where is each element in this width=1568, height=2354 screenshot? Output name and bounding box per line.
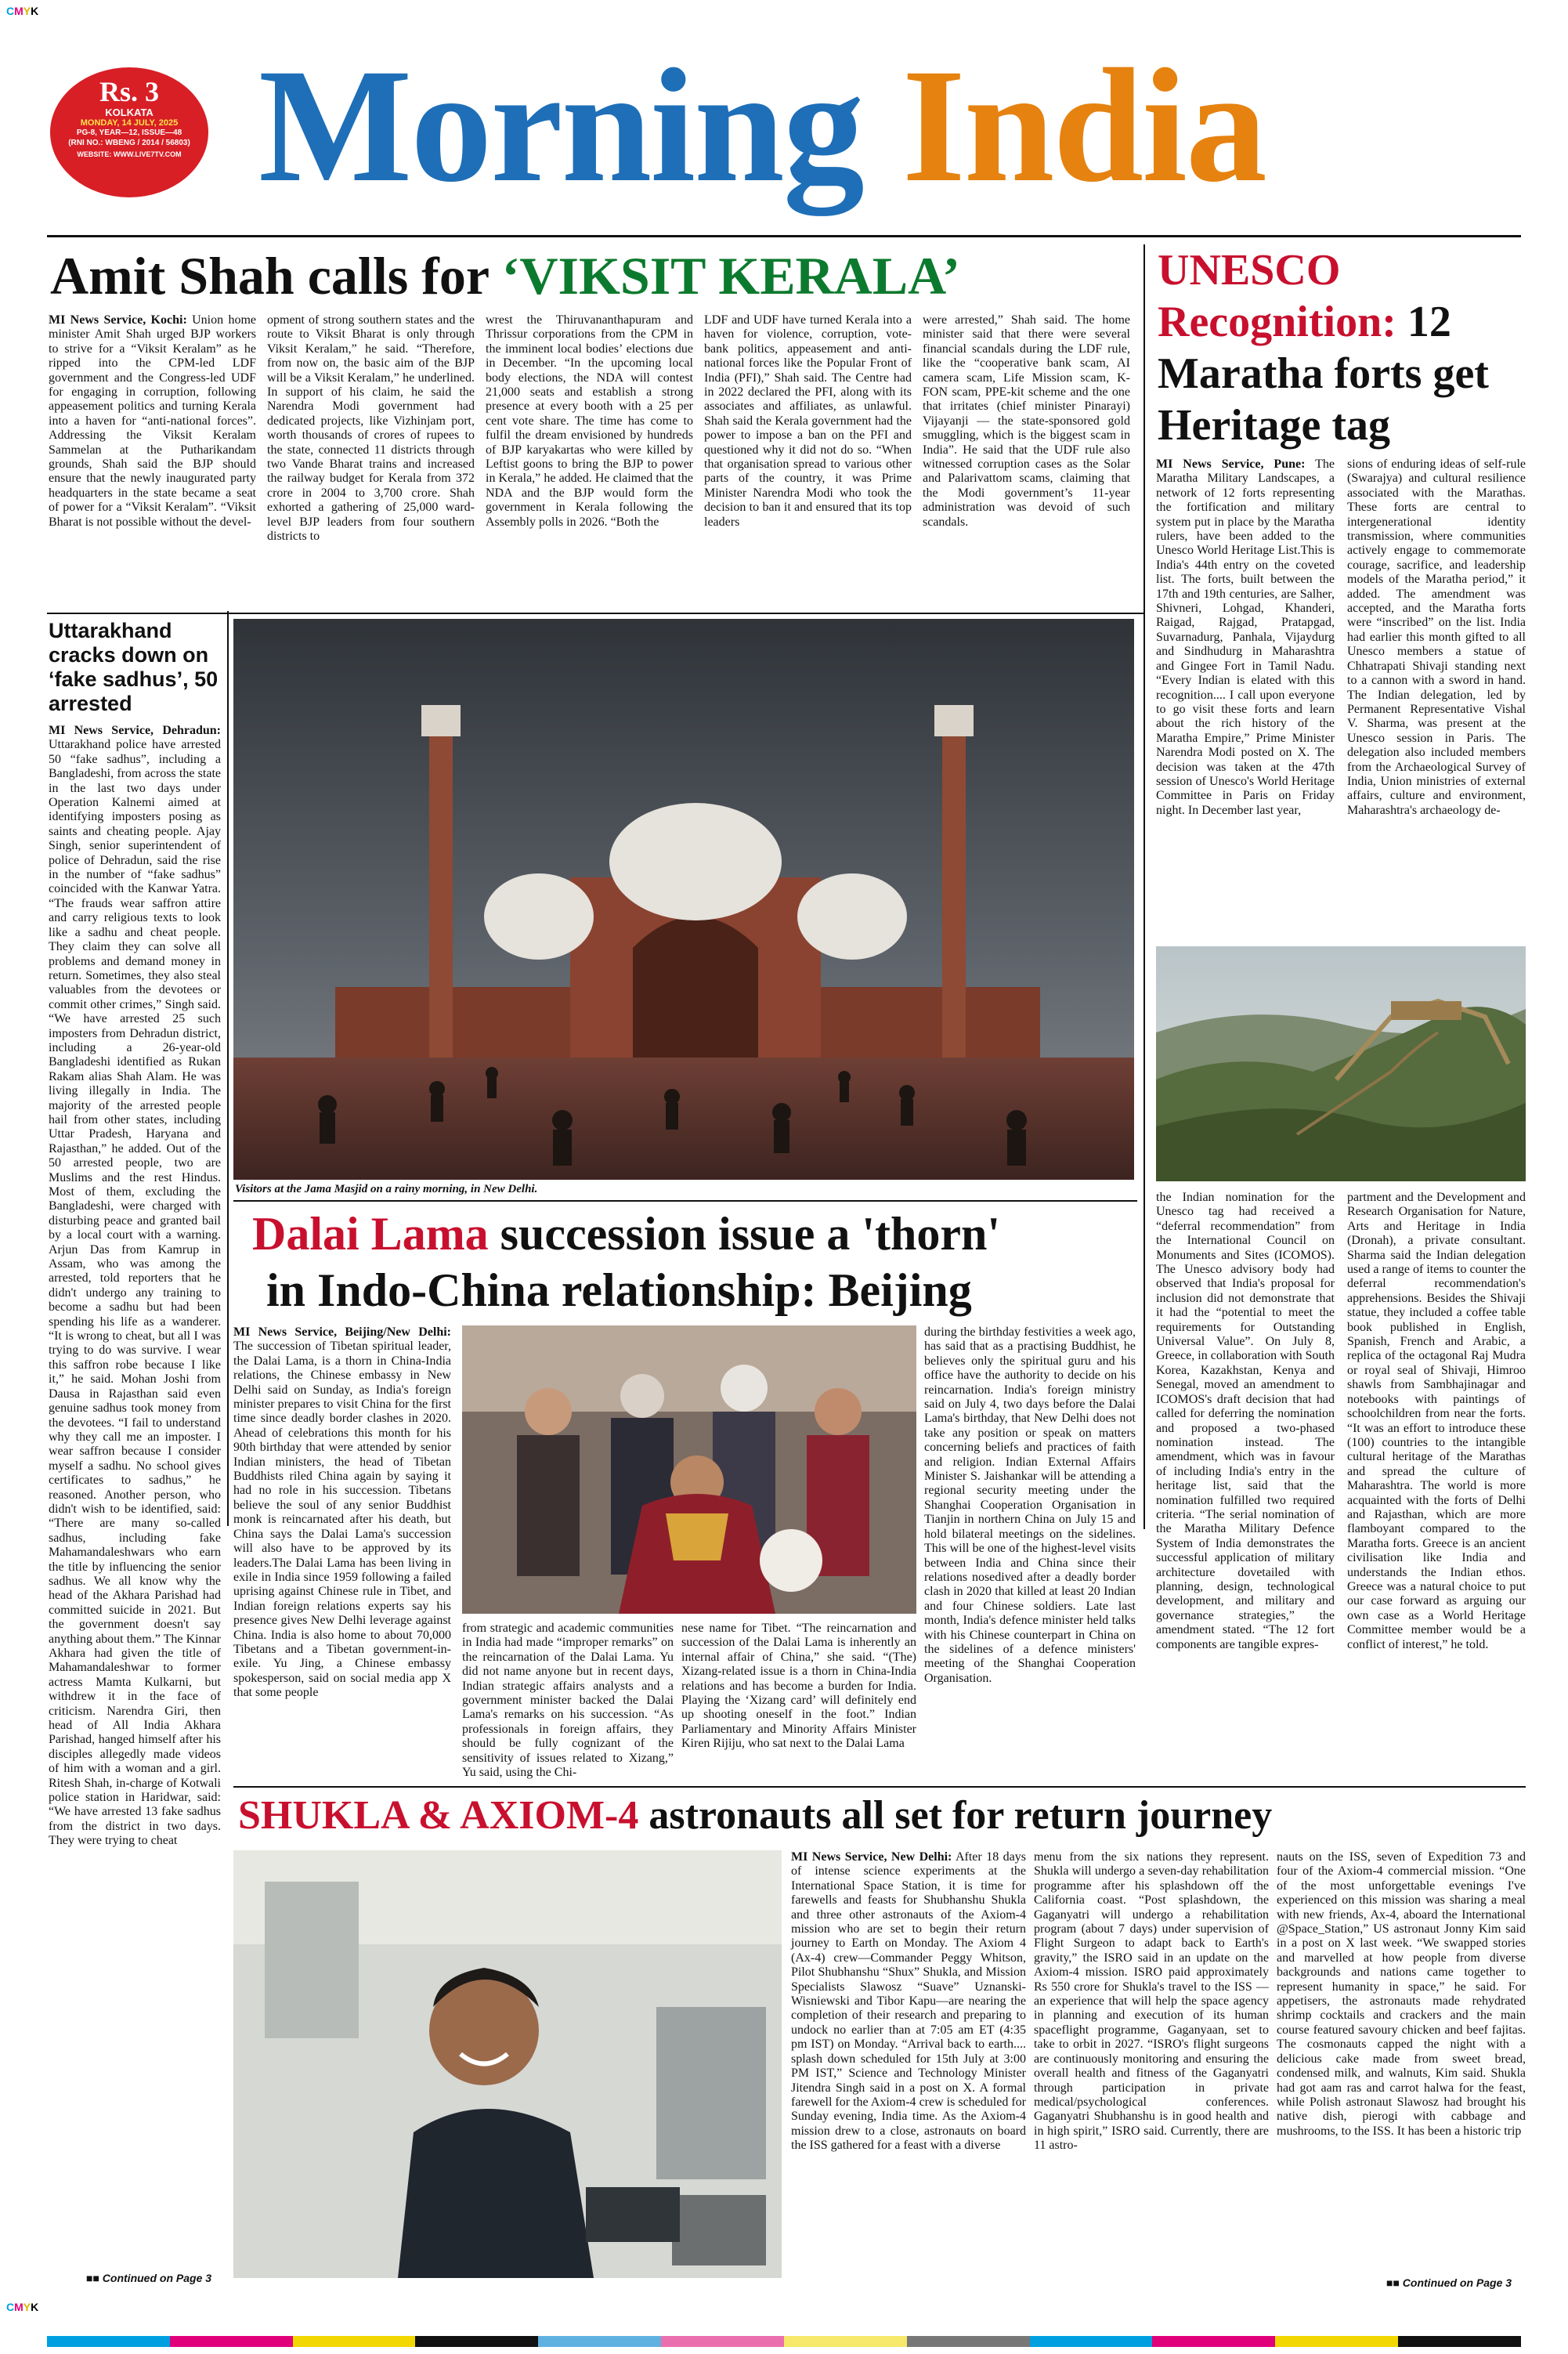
dalai-headline-line1: Dalai Lama succession issue a 'thorn' [252, 1208, 1001, 1260]
masthead-title [258, 35, 1266, 215]
jama-masjid-caption: Visitors at the Jama Masjid on a rainy morning, in New Delhi. [235, 1183, 538, 1195]
shukla-col-3: nauts on the ISS, seven of Expedition 73 and four of the Axiom-4 commercial mission. “One of the most unforgettable evenings I've experienced on this mission was sharing a meal with new friends, Ax-4, aboard the International @Space_Station,” US astronaut Jonny Kim said in a post on X last week. “We swapped stories and marvelled at how people from diverse backgrounds and nations came together to represent humanity in space,” he said. For appetisers, the astronauts made rehydrated shrimp cocktails and crackers and the main course featured savoury chicken and beef fajitas. The cosmonauts capped the night with a delicious cake made from sweet bread, condensed milk, and walnuts, Kim said. Shukla had got aam ras and carrot halwa for the feast, while Polish astronaut Slawosz had brought his native dish, pierogi with cabbage and mushrooms, to the ISS. It has been a historic trip [1277, 1850, 1526, 2138]
masthead-word-2: India [901, 35, 1266, 215]
lead-col-2: opment of strong southern states and the route to Viksit Bharat is only through Viksit Keralam,” he said. “Therefore, from now on, the basic aim of the BJP will be a Viksit Keralam,” he underlined. In support of his claim, he said the Narendra Modi government had dedicated projects, like Vizhinjam port, worth thousands of crores of rupees to the state, connected 11 districts through two Vande Bharat trains and increased the railway budget for Kerala from 372 crore in 2004 to 3,700 crore. Shah exhorted a gathering of 25,000 ward-level BJP leaders from four southern districts to [267, 313, 475, 544]
jama-masjid-photo [233, 619, 1134, 1180]
shukla-col-2: menu from the six nations they represent. Shukla will undergo a seven-day rehabilitation programme after his splashdown off the California coast. “Post splashdown, the Gaganyatri will undergo a rehabilitation program (about 7 days) under supervision of Flight Surgeon to adapt back to Earth's gravity,” the ISRO said in an update on the Axiom-4 mission. ISRO paid approximately Rs 550 crore for Shukla's travel to the ISS — an experience that will help the space agency in planning and execution of its human spaceflight programme, Gaganyaan, set to take to orbit in 2027. “ISRO's flight surgeons are continuously monitoring and ensuring the overall health and fitness of the Gaganyatri through participation in private medical/psychological conferences. Gaganyatri Shubhanshu is in good health and in high spirit,” ISRO said. Currently, there are 11 astro- [1034, 1850, 1269, 2153]
uttarakhand-headline: Uttarakhand cracks down on ‘fake sadhus’, 50 arrested [49, 619, 219, 715]
lead-col-4: LDF and UDF have turned Kerala into a haven for violence, corruption, vote-bank politics, appeasement and anti-national forces like the Popular Front of India (PFI),” Shah said. The Centre had in 2022 declared the PFI, along with its associates and affiliates, as unlawful. Shah said the Kerala government had the power to impose a ban on the PFI and questioned why it did not do so. “When that organisation spread to various other parts of the country, it was Prime Minister Narendra Modi who took the decision to ban it and ensured that its top leaders [704, 313, 912, 529]
lead-bottom-rule [47, 613, 1143, 614]
lead-headline-part1: Amit Shah calls for [50, 246, 489, 306]
shukla-headline-highlight: SHUKLA & AXIOM-4 [238, 1793, 639, 1838]
astronaut-photo [233, 1850, 782, 2278]
registration-mark-bottom: CMYK [6, 2301, 39, 2313]
dalai-headline-highlight: Dalai Lama [252, 1208, 489, 1260]
lead-col-5: were arrested,” Shah said. The home minister said that there were several financial scandals during the LDF rule, like the “cooperative bank scam, AI camera scam, Life Mission scam, K-FON scam, PPE-kit scheme and the one that irritates (chief minister Pinarayi) Vijayanji — the state-sponsored gold smuggling, which is the biggest scam in India”. He said that the UDF rule also witnessed corruption cases as the Solar and Palarivattom scams, claiming that the Modi government’s 11-year administration was devoid of such scandals. [923, 313, 1130, 529]
lead-col-3: wrest the Thiruvananthapuram and Thrissur corporations from the CPM in the imminent local bodies’ elections due in December. “In the upcoming local body elections, the NDA will contest 21,000 seats and establish a strong presence at every booth with a 25 per cent vote share. The time has come to fulfil the dream envisioned by hundreds of BJP karyakartas who were killed by Leftist goons to bring the BJP to power in Kerala,” he added. He claimed that the NDA and the BJP would form the government in Kerala following the Assembly polls in 2026. “Both the [486, 313, 693, 529]
dalai-col-4: during the birthday festivities a week ago, has said that as a practising Buddhist, he believes only the spiritual guru and his office have the authority to decide on his reincarnation. India's foreign ministry said on July 4, two days before the Dalai Lama's birthday, that New Delhi does not take any position or speak on matters concerning beliefs and practices of faith and religion. Indian External Affairs Minister S. Jaishankar will be attending a regional security meeting under the Shanghai Cooperation Organisation in Tianjin in northern China on July 15 and hold bilateral meetings on the sidelines. This will be one of the highest-level visits between India and China since their relations nosedived after a deadly border clash in 2020 that killed at least 20 Indian and four Chinese soldiers. Late last month, India's defence minister held talks with his Chinese counterpart in China on the sidelines of a defence ministers' meeting of the Shanghai Cooperation Organisation. [924, 1325, 1136, 1685]
uttarakhand-continued: ■■ Continued on Page 3 [86, 2272, 212, 2284]
dalai-top-rule [233, 1200, 1137, 1202]
lead-col-1: MI News Service, Kochi: Union home minister Amit Shah urged BJP workers to strive for a “Viksit Keralam” as he ripped into the CPM-led LDF government and the Congress-led UDF for engaging in corruption, following appeasement politics and turning Kerala into a haven for “anti-national forces”. Addressing the Viksit Keralam Sammelan at the Putharikandam grounds, Shah said the BJP should ensure that the newly inaugurated party headquarters in the state became a seat of power for a “Viksit Keralam”. “Viksit Bharat is not possible without the devel- [49, 313, 256, 529]
shukla-col-1: MI News Service, New Delhi: After 18 days of intense science experiments at the International Space Station, it is time for farewells and feasts for Shubhanshu Shukla and three other astronauts of the Axiom-4 mission who are set to begin their return journey to Earth on Monday. The Axiom 4 (Ax-4) crew—Commander Peggy Whitson, Pilot Shubhanshu “Shux” Shukla, and Mission Specialists Slawosz “Suave” Uznanski-Wisniewski and Tibor Kapu—are nearing the completion of their research and preparing to undock no earlier than at 7:05 am ET (4:35 pm IST) on Monday. “Arrival back to earth.... splash down scheduled for 15th July at 3:00 PM IST,” Science and Technology Minister Jitendra Singh said in a post on X. A formal farewell for the Axiom-4 crew is scheduled for Sunday evening, India time. As the Axiom-4 mission drew to a close, astronauts on board the ISS gathered for a feast with a diverse [791, 1850, 1027, 2153]
unesco-headline: UNESCO Recognition: 12 Maratha forts get Heritage tag [1158, 246, 1489, 450]
dalai-col-2: from strategic and academic communities in India had made “improper remarks” on the reincarnation of the Dalai Lama. Yu did not name anyone but in recent days, Indian strategic affairs analysts and a government minister backed the Dalai Lama's remarks on his succession. “As professionals in foreign affairs, they should be fully cognizant of the sensitivity of issues related to Xizang,” Yu said, using the Chi- [462, 1622, 674, 1780]
lead-byline: MI News Service, Kochi: [49, 313, 187, 327]
masthead-rule [47, 235, 1521, 237]
unesco-byline: MI News Service, Pune: [1156, 457, 1306, 471]
unesco-col-1: MI News Service, Pune: The Maratha Military Landscapes, a network of 12 forts representing the fortification and military system put in place by the Maratha rulers, have been added to the Unesco World Heritage List.This is India's 44th entry on the coveted list. The forts, built between the 17th and 19th centuries, are Salher, Shivneri, Lohgad, Khanderi, Raigad, Rajgad, Pratapgad, Suvarnadurg, Panhala, Vijaydurg and Sindhudurg in Maharashtra and Gingee Fort in Tamil Nadu. “Every Indian is elated with this recognition.... I call upon everyone to go visit these forts and learn about the rich history of the Maratha Empire,” Prime Minister Narendra Modi posted on X. The decision was taken at the 47th session of Unesco's World Heritage Committee in Paris on Friday night. In December last year, [1156, 457, 1335, 817]
website: WEBSITE: WWW.LIVE7TV.COM [77, 150, 182, 158]
dalai-col-3: nese name for Tibet. “The reincarnation and succession of the Dalai Lama is inherently an internal affair of China,” she said. “(The) Xizang-related issue is a thorn in China-India relations and has become a burden for India. Playing the ‘Xizang card’ will definitely end up shooting oneself in the foot.” Indian Parliamentary and Minority Affairs Minister Kiren Rijiju, who sat next to the Dalai Lama [681, 1622, 916, 1751]
shukla-headline: SHUKLA & AXIOM-4 astronauts all set for return journey [238, 1793, 1273, 1838]
dalai-headline-line2: in Indo-China relationship: Beijing [266, 1264, 972, 1316]
price: Rs. 3 [99, 76, 159, 107]
color-calibration-bar [47, 2336, 1521, 2347]
shukla-top-rule [233, 1786, 1526, 1788]
fort-photo [1156, 946, 1526, 1181]
uttarakhand-body: MI News Service, Dehradun: Uttarakhand police have arrested 50 “fake sadhus”, including a Bangladeshi, from across the state in the last two days under Operation Kalnemi aimed at identifying imposters posing as saints and cheating people. Ajay Singh, senior superintendent of police of Dehradun, said the rise in the number of “fake sadhus” coincided with the Kanwar Yatra. “The frauds wear saffron attire and carry religious texts to look like a sadhu and cheat people. They claim they can solve all problems and demand money in return. Sometimes, they also steal valuables from the devotees or commit other crimes,” Singh said. “We have arrested 25 such imposters from Dehradun district, including a 26-year-old Bangladeshi identified as Rukan Rakam alias Shah Alam. He was living illegally in India. The majority of the arrested people hail from other states, including Uttar Pradesh, Haryana and Rajasthan,” he added. Out of the 50 arrested people, two are Muslims and the rest Hindus. Most of them, excluding the Bangladeshi, were charged with disturbing peace and granted bail by a local court with a warning. Arjun Das from Kamrup in Assam, who was among the arrested, told reporters that he didn't undergo any training to become a sadhu but had been spending his life as a wanderer. “It is wrong to cheat, but all I was trying to do was survive. I wear this saffron robe because I like it,” he said. Mohan Joshi from Dausa in Rajasthan said even genuine sadhus took money from the devotees. “I fail to understand why they call me an imposter. I wear saffron because I consider myself a sadhu. No school gives certificates to sadhus,” he reasoned. Another person, who didn't wish to be identified, said: “There are many so-called sadhus, including fake Mahamandaleshwars who earn the title by influencing the senior sadhus. We all know why the head of the Akhara Parishad had committed suicide in 2021. But the government doesn't say anything about them.” The Kinnar Akhara had given the title of Mahamandaleshwar to former actress Mamta Kulkarni, but withdrew it in the face of criticism. Narendra Giri, then head of All India Akhara Parishad, hanged himself after his disciples allegedly made videos of him with a woman and a girl. Ritesh Shah, in-charge of Kotwali police station in Haridwar, said: “We have arrested 13 fake sadhus from the district in two days. They were trying to cheat [49, 724, 221, 1848]
column-divider-left [227, 611, 229, 1526]
dalai-col-1: MI News Service, Beijing/New Delhi: The succession of Tibetan spiritual leader, the Dalai Lama, is a thorn in China-India relations, the Chinese embassy in New Delhi said on Sunday, as India's foreign minister prepares to visit China for the first time since deadly border clashes in 2020. Ahead of celebrations this month for his 90th birthday that were attended by senior Indian ministers, the head of Tibetan Buddhists riled China again by saying it had no role in his succession. Tibetans believe the soul of any senior Buddhist monk is reincarnated after his death, but China says the Dalai Lama's succession will also have to be approved by its leaders.The Dalai Lama has been living in exile in India since 1959 following a failed uprising against Chinese rule in Tibet, and Indian foreign relations experts say his presence gives New Delhi leverage against China. India is also home to about 70,000 Tibetans and a Tibetan government-in-exile. Yu Jing, a Chinese embassy spokesperson, said on social media app X that some people [233, 1325, 451, 1700]
masthead-word-1: Morning [258, 35, 863, 215]
unesco-col-3: the Indian nomination for the Unesco tag had received a “deferral recommendation” from the International Council on Monuments and Sites (ICOMOS). The Unesco advisory body had observed that India's proposal for inclusion did not demonstrate that it had the “potential to meet the requirements for Outstanding Universal Value”. On July 8, Greece, in collaboration with South Korea, Kazakhstan, Kenya and Senegal, moved an amendment to ICOMOS's draft decision that had called for deferring the nomination and proposed a two-phased nomination instead. The amendment, which was in favour of including India's entry in the heritage list, said that the nomination fulfilled two required criteria. “The serial nomination of the Maratha Military Defence System of India demonstrates the successful application of military architecture dovetailed with planning, design, technological development, and military and governance strategies,” the amendment stated. “The 12 fort components are tangible expres- [1156, 1191, 1335, 1651]
edition-info: PG-8, YEAR—12, ISSUE—48 [76, 128, 182, 137]
price-seal [50, 67, 208, 197]
lead-headline-highlight: ‘VIKSIT KERALA’ [501, 246, 960, 306]
city: KOLKATA [105, 107, 154, 118]
unesco-headline-highlight: UNESCO Recognition: [1158, 246, 1396, 346]
uttarakhand-byline: MI News Service, Dehradun: [49, 724, 221, 737]
column-divider-right [1143, 244, 1145, 1529]
rni-number: (RNI NO.: WBENG / 2014 / 56803) [68, 139, 190, 147]
shukla-continued: ■■ Continued on Page 3 [1386, 2276, 1512, 2289]
shukla-byline: MI News Service, New Delhi: [791, 1850, 952, 1864]
unesco-col-4: partment and the Development and Research Organisation for Nature, Arts and Heritage in India (Dronah), a private consultant. Sharma said the Indian delegation used a range of items to counter the deferral recommendation's apprehensions. Besides the Shivaji statue, they included a coffee table book published in English, Spanish, French and Arabic, a replica of the octagonal Raj Mudra or royal seal of Shivaji, Himroo shawls from Sambhajinagar and notebooks with paintings of schoolchildren from near the forts. “It was an effort to introduce these (100) countries to the intangible cultural heritage of the Marathas and spread the culture of Maharashtra. The world is more acquainted with the forts of Delhi and Rajasthan, which are more flamboyant compared to the Maratha forts. Greece is an ancient civilisation like India and understands the Indian ethos. Greece was a natural choice to put our case forward as arguing our own case as a World Heritage Committee member would be a conflict of interest,” he told. [1347, 1191, 1526, 1651]
dalai-lama-photo [462, 1325, 916, 1614]
lead-headline [50, 244, 960, 307]
dalai-byline: MI News Service, Beijing/New Delhi: [233, 1325, 451, 1339]
registration-mark-top: CMYK [6, 5, 39, 17]
dalai-col-1-cont [233, 1528, 451, 1778]
issue-date: MONDAY, 14 JULY, 2025 [80, 118, 179, 128]
unesco-col-2: sions of enduring ideas of self-rule (Swarajya) and cultural resilience associated with the Marathas. These forts are central to intergenerational identity transmission, where communities actively engage to commemorate courage, sacrifice, and leadership models of the Maratha period,” it added. The amendment was accepted, and the Maratha forts were “inscribed” on the list. India had earlier this month gifted to all Unesco members a statue of Chhatrapati Shivaji standing next to a cannon with a sword in hand. The Indian delegation, led by Permanent Representative Vishal V. Sharma, was present at the Unesco session in Paris. The delegation also included members from the Archaeological Survey of India, Union ministries of external affairs, culture and environment, Maharashtra's archaeology de- [1347, 457, 1526, 817]
